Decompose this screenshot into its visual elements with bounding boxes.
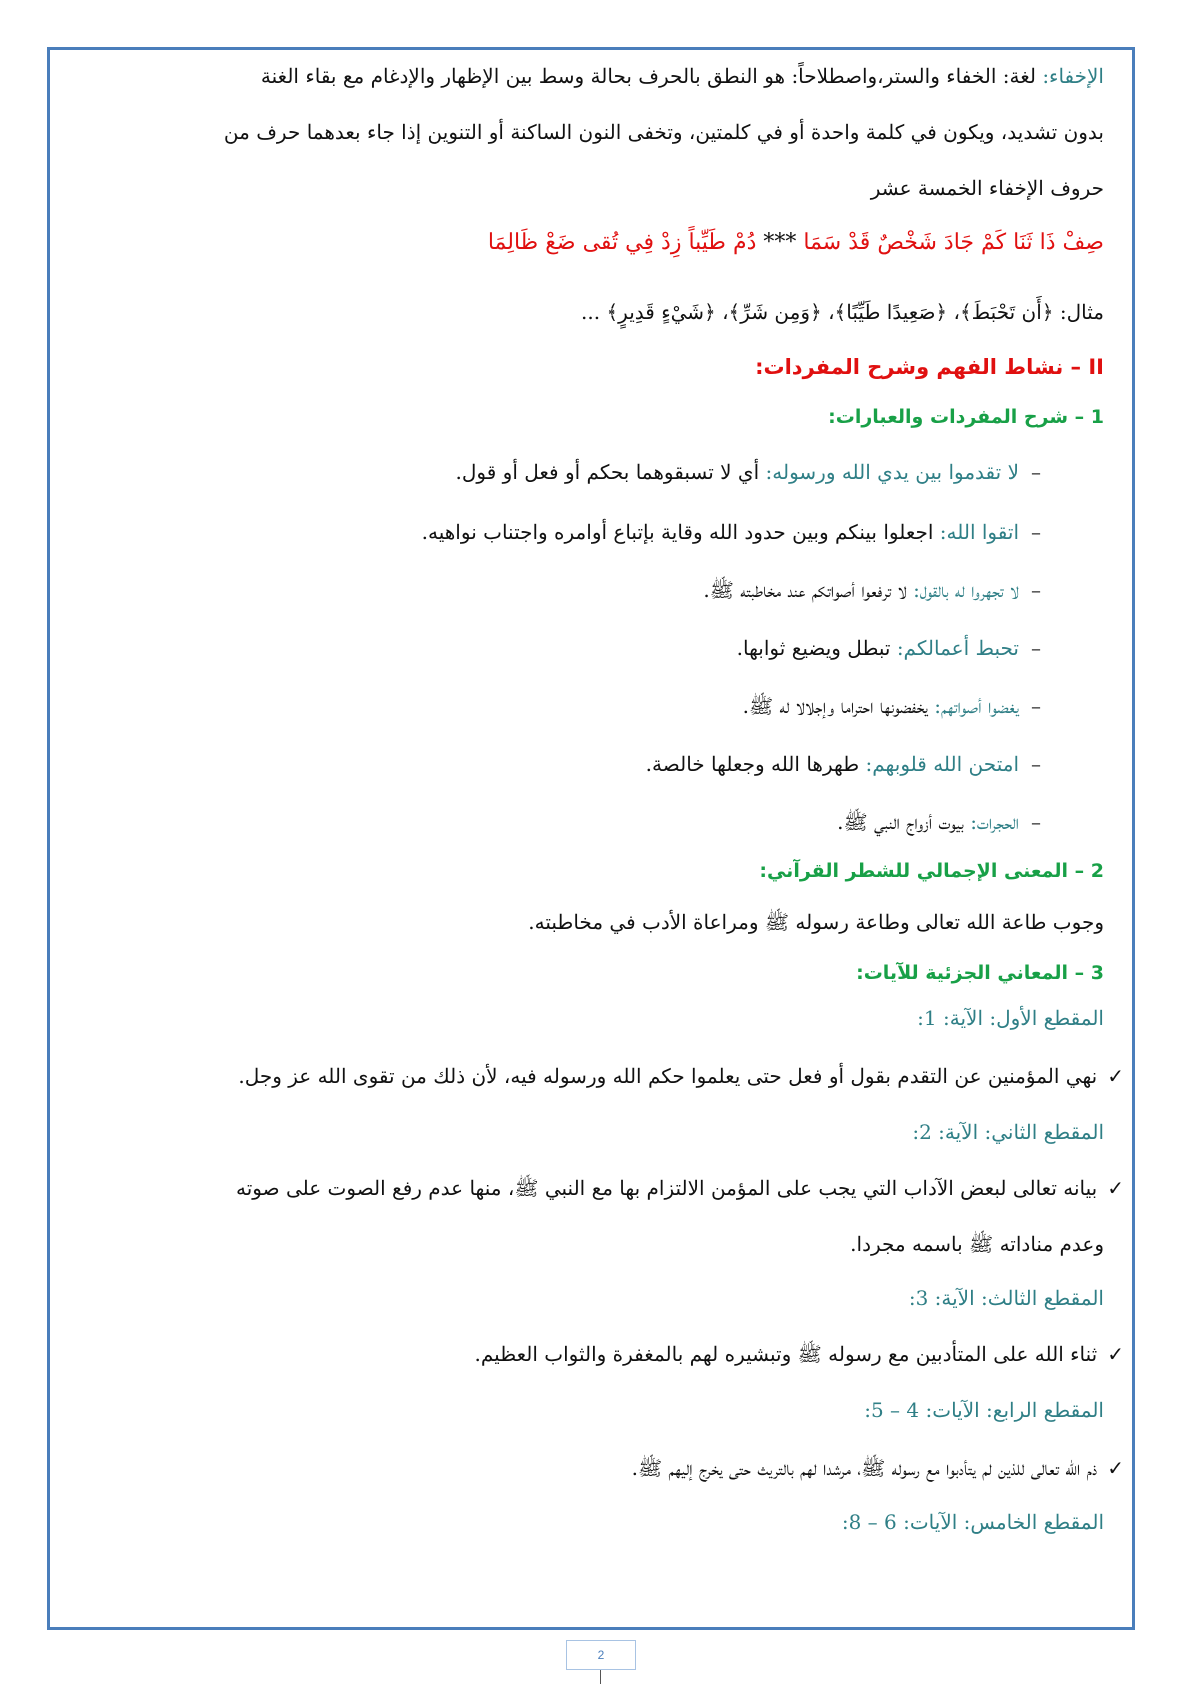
vocab-item bbox=[743, 694, 1041, 723]
vocab-item bbox=[737, 636, 1041, 660]
page-number: 2 bbox=[566, 1640, 636, 1670]
check-icon: ✓ bbox=[1107, 1342, 1124, 1366]
vocab-term: الحجرات: bbox=[970, 810, 1019, 834]
poem-word: زِدْ bbox=[661, 230, 682, 255]
vocab-term: امتحن الله قلوبهم: bbox=[865, 752, 1019, 776]
segment-text: ذم الله تعالى للذين لم يتأدبوا مع رسوله ﷺ، مرشدا لهم بالتريث حتى يخرج إليهم ﷺ. bbox=[631, 1456, 1098, 1480]
vocab-term: اتقوا الله: bbox=[939, 520, 1019, 544]
vocab-definition: يخفضونها احتراما وإجلالا له ﷺ. bbox=[742, 694, 928, 718]
poem-word: ذَا bbox=[1039, 230, 1056, 255]
check-icon: ✓ bbox=[1107, 1064, 1124, 1088]
vocab-item bbox=[422, 520, 1041, 544]
vocab-definition: تبطل ويضيع ثوابها. bbox=[736, 636, 891, 660]
dash-bullet: – bbox=[1031, 578, 1041, 602]
dash-bullet: – bbox=[1031, 694, 1041, 718]
poem-word: كَمْ bbox=[981, 230, 1007, 255]
vocab-definition: أي لا تسبقوهما بحكم أو فعل أو قول. bbox=[455, 460, 760, 484]
segment-title: المقطع الرابع: الآيات: 4 – 5: bbox=[864, 1398, 1104, 1422]
segment-item bbox=[632, 1456, 1124, 1485]
page-number-stem bbox=[600, 1670, 601, 1684]
segment-title: المقطع الثاني: الآية: 2: bbox=[912, 1120, 1104, 1144]
subsection-title-1: 1 – شرح المفردات والعبارات: bbox=[828, 406, 1104, 428]
poem-word: ثَنَا bbox=[1013, 230, 1033, 255]
segment-title: المقطع الأول: الآية: 1: bbox=[917, 1006, 1104, 1030]
intro-line-1 bbox=[261, 64, 1104, 88]
vocab-definition: لا ترفعوا أصواتكم عند مخاطبته ﷺ. bbox=[703, 578, 907, 602]
vocab-item bbox=[703, 578, 1041, 607]
poem-word: قَدْ bbox=[848, 230, 871, 255]
dash-bullet: – bbox=[1031, 520, 1041, 544]
poem-word: ضَعْ bbox=[545, 230, 576, 255]
poem-word: فِي bbox=[625, 230, 655, 255]
vocab-definition: طهرها الله وجعلها خالصة. bbox=[645, 752, 860, 776]
dash-bullet: – bbox=[1031, 636, 1041, 660]
poem-word: سَمَا bbox=[803, 230, 842, 255]
check-icon: ✓ bbox=[1107, 1456, 1124, 1480]
segment-title: المقطع الثالث: الآية: 3: bbox=[908, 1286, 1104, 1310]
segment-item bbox=[474, 1342, 1124, 1371]
segment-title: المقطع الخامس: الآيات: 6 – 8: bbox=[841, 1510, 1104, 1534]
poem-word: شَخْصٌ bbox=[877, 230, 937, 255]
poem-separator: *** bbox=[763, 230, 797, 255]
check-icon: ✓ bbox=[1107, 1176, 1124, 1200]
subsection-title-2: 2 – المعنى الإجمالي للشطر القرآني: bbox=[759, 860, 1104, 882]
intro-text-2: بدون تشديد، ويكون في كلمة واحدة أو في كلمتين، وتخفى النون الساكنة أو التنوين إذا جاء بعدهما حرف من bbox=[223, 120, 1104, 144]
poem-word: تُقى bbox=[582, 230, 619, 255]
segment-continuation: وعدم مناداته ﷺ باسمه مجردا. bbox=[850, 1232, 1104, 1256]
poem-word: طَيِّباً bbox=[688, 230, 726, 255]
intro-term: الإخفاء: bbox=[1042, 64, 1104, 88]
example-label: مثال: bbox=[1059, 300, 1104, 324]
poem-word: صِفْ bbox=[1062, 230, 1104, 255]
intro-line-3 bbox=[871, 176, 1104, 200]
poem-word: جَادَ bbox=[943, 230, 975, 255]
example-line bbox=[581, 300, 1104, 324]
example-text: ﴿أَن تَحْبَطَ﴾، ﴿صَعِيدًا طَيِّبًا﴾، ﴿وَمِن شَرِّ﴾، ﴿شَيْءٍ قَدِيرٍ﴾ ... bbox=[581, 300, 1054, 324]
subsection-title-3: 3 – المعاني الجزئية للآيات: bbox=[856, 962, 1104, 984]
vocab-term: يغضوا أصواتهم: bbox=[934, 694, 1019, 718]
vocab-definition: بيوت أزواج النبي ﷺ. bbox=[837, 810, 964, 834]
segment-text: ثناء الله على المتأدبين مع رسوله ﷺ وتبشيره لهم بالمغفرة والثواب العظيم. bbox=[474, 1342, 1098, 1366]
vocab-item bbox=[837, 810, 1041, 839]
section-title: II – نشاط الفهم وشرح المفردات: bbox=[755, 355, 1104, 379]
vocab-term: تحبط أعمالكم: bbox=[896, 636, 1019, 660]
intro-text-3: حروف الإخفاء الخمسة عشر bbox=[870, 176, 1104, 200]
segment-text: نهي المؤمنين عن التقدم بقول أو فعل حتى يعلموا حكم الله ورسوله فيه، لأن ذلك من تقوى الله عز وجل. bbox=[238, 1064, 1098, 1088]
intro-text-1: لغة: الخفاء والستر،واصطلاحاً: هو النطق بالحرف بحالة وسط بين الإظهار والإدغام مع بقاء الغنة bbox=[260, 64, 1036, 88]
vocab-item bbox=[456, 460, 1041, 484]
poem-line bbox=[488, 230, 1104, 255]
intro-line-2 bbox=[224, 120, 1104, 144]
dash-bullet: – bbox=[1031, 752, 1041, 776]
vocab-item bbox=[646, 752, 1041, 776]
summary-text: وجوب طاعة الله تعالى وطاعة رسوله ﷺ ومراعاة الأدب في مخاطبته. bbox=[528, 910, 1104, 934]
poem-word: ظَالِمَا bbox=[487, 230, 539, 255]
dash-bullet: – bbox=[1031, 460, 1041, 484]
dash-bullet: – bbox=[1031, 810, 1041, 834]
poem-word: دُمْ bbox=[732, 230, 757, 255]
segment-item bbox=[236, 1176, 1124, 1205]
segment-text: بيانه تعالى لبعض الآداب التي يجب على المؤمن الالتزام بها مع النبي ﷺ، منها عدم رفع الصوت على صوته bbox=[236, 1176, 1098, 1200]
segment-item bbox=[238, 1064, 1124, 1088]
vocab-term: لا تجهروا له بالقول: bbox=[913, 578, 1019, 602]
vocab-term: لا تقدموا بين يدي الله ورسوله: bbox=[765, 460, 1019, 484]
vocab-definition: اجعلوا بينكم وبين حدود الله وقاية بإتباع أوامره واجتناب نواهيه. bbox=[421, 520, 934, 544]
